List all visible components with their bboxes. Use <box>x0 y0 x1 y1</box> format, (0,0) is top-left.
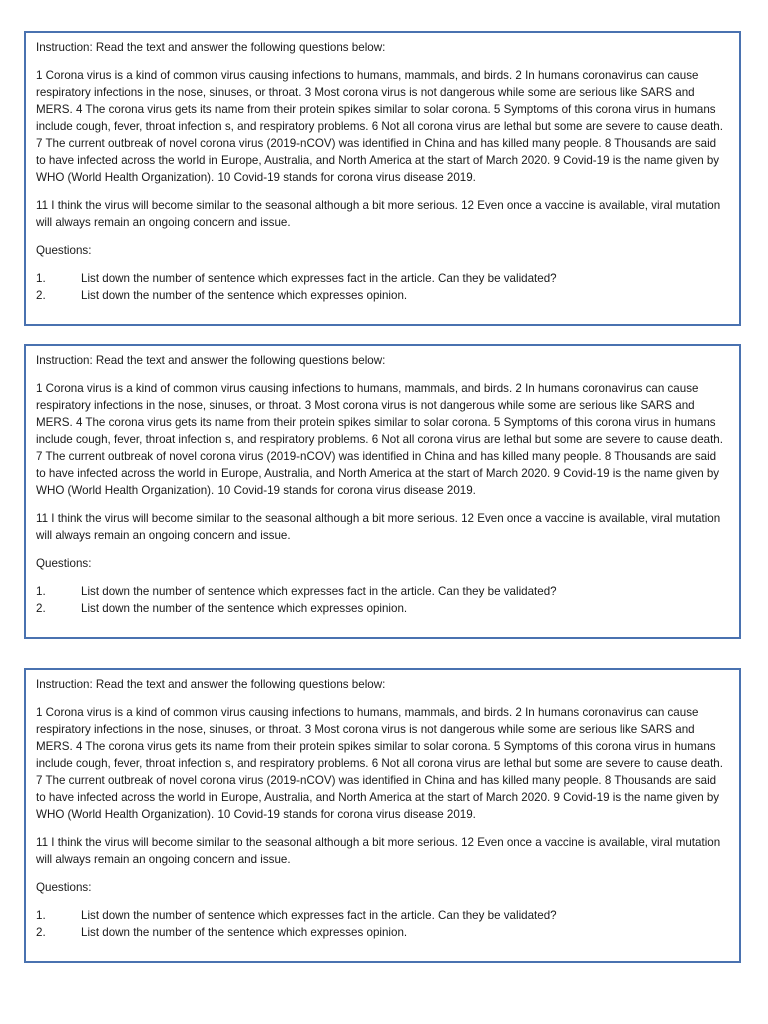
instruction-text: Instruction: Read the text and answer the following questions below: <box>36 41 386 54</box>
question-text: List down the number of sentence which expresses fact in the article. Can they be validated? <box>81 272 557 285</box>
question-number: 1. <box>36 585 46 598</box>
worksheet-box-1 <box>24 31 741 326</box>
questions-label: Questions: <box>36 557 92 570</box>
question-number: 1. <box>36 272 46 285</box>
question-text: List down the number of the sentence which expresses opinion. <box>81 289 408 302</box>
instruction-text: Instruction: Read the text and answer the following questions below: <box>36 354 386 367</box>
opinion-paragraph: 11 I think the virus will become similar to the seasonal although a bit more serious. 12 Even once a vaccine is available, viral mutation will always remain an ongoing concern and issue. <box>36 836 721 866</box>
question-text: List down the number of the sentence which expresses opinion. <box>81 602 408 615</box>
instruction-text: Instruction: Read the text and answer the following questions below: <box>36 678 386 691</box>
question-item <box>36 600 729 617</box>
opinion-paragraph: 11 I think the virus will become similar to the seasonal although a bit more serious. 12 Even once a vaccine is available, viral mutation will always remain an ongoing concern and issue. <box>36 199 721 229</box>
question-text: List down the number of sentence which expresses fact in the article. Can they be validated? <box>81 585 557 598</box>
questions-list <box>36 583 729 617</box>
worksheet-box-3 <box>24 668 741 963</box>
questions-label: Questions: <box>36 881 92 894</box>
question-number: 2. <box>36 602 46 615</box>
question-number: 1. <box>36 909 46 922</box>
questions-list <box>36 907 729 941</box>
question-number: 2. <box>36 926 46 939</box>
worksheet-box-2 <box>24 344 741 639</box>
passage-text: 1 Corona virus is a kind of common virus causing infections to humans, mammals, and birds. 2 In humans coronavirus can cause respiratory infections in the nose, sinuses, or throat. 3 Most corona virus is not dangerous while some are serious like SARS and MERS. 4 The corona virus gets its name from their protein spikes similar to solar corona. 5 Symptoms of this corona virus in humans include cough, fever, throat infection s, and respiratory problems. 6 Not all corona virus are lethal but some are severe to cause death. 7 The current outbreak of novel corona virus (2019-nCOV) was identified in China and has killed many people. 8 Thousands are said to have infected across the world in Europe, Australia, and North America at the start of March 2020. 9 Covid-19 is the name given by WHO (World Health Organization). 10 Covid-19 stands for corona virus disease 2019. <box>36 69 723 184</box>
question-item <box>36 907 729 924</box>
question-text: List down the number of sentence which expresses fact in the article. Can they be validated? <box>81 909 557 922</box>
questions-list <box>36 270 729 304</box>
questions-label: Questions: <box>36 244 92 257</box>
question-item <box>36 583 729 600</box>
question-number: 2. <box>36 289 46 302</box>
question-text: List down the number of the sentence which expresses opinion. <box>81 926 408 939</box>
question-item <box>36 270 729 287</box>
question-item <box>36 287 729 304</box>
opinion-paragraph: 11 I think the virus will become similar to the seasonal although a bit more serious. 12 Even once a vaccine is available, viral mutation will always remain an ongoing concern and issue. <box>36 512 721 542</box>
passage-text: 1 Corona virus is a kind of common virus causing infections to humans, mammals, and birds. 2 In humans coronavirus can cause respiratory infections in the nose, sinuses, or throat. 3 Most corona virus is not dangerous while some are serious like SARS and MERS. 4 The corona virus gets its name from their protein spikes similar to solar corona. 5 Symptoms of this corona virus in humans include cough, fever, throat infection s, and respiratory problems. 6 Not all corona virus are lethal but some are severe to cause death. 7 The current outbreak of novel corona virus (2019-nCOV) was identified in China and has killed many people. 8 Thousands are said to have infected across the world in Europe, Australia, and North America at the start of March 2020. 9 Covid-19 is the name given by WHO (World Health Organization). 10 Covid-19 stands for corona virus disease 2019. <box>36 382 723 497</box>
question-item <box>36 924 729 941</box>
passage-text: 1 Corona virus is a kind of common virus causing infections to humans, mammals, and birds. 2 In humans coronavirus can cause respiratory infections in the nose, sinuses, or throat. 3 Most corona virus is not dangerous while some are serious like SARS and MERS. 4 The corona virus gets its name from their protein spikes similar to solar corona. 5 Symptoms of this corona virus in humans include cough, fever, throat infection s, and respiratory problems. 6 Not all corona virus are lethal but some are severe to cause death. 7 The current outbreak of novel corona virus (2019-nCOV) was identified in China and has killed many people. 8 Thousands are said to have infected across the world in Europe, Australia, and North America at the start of March 2020. 9 Covid-19 is the name given by WHO (World Health Organization). 10 Covid-19 stands for corona virus disease 2019. <box>36 706 723 821</box>
